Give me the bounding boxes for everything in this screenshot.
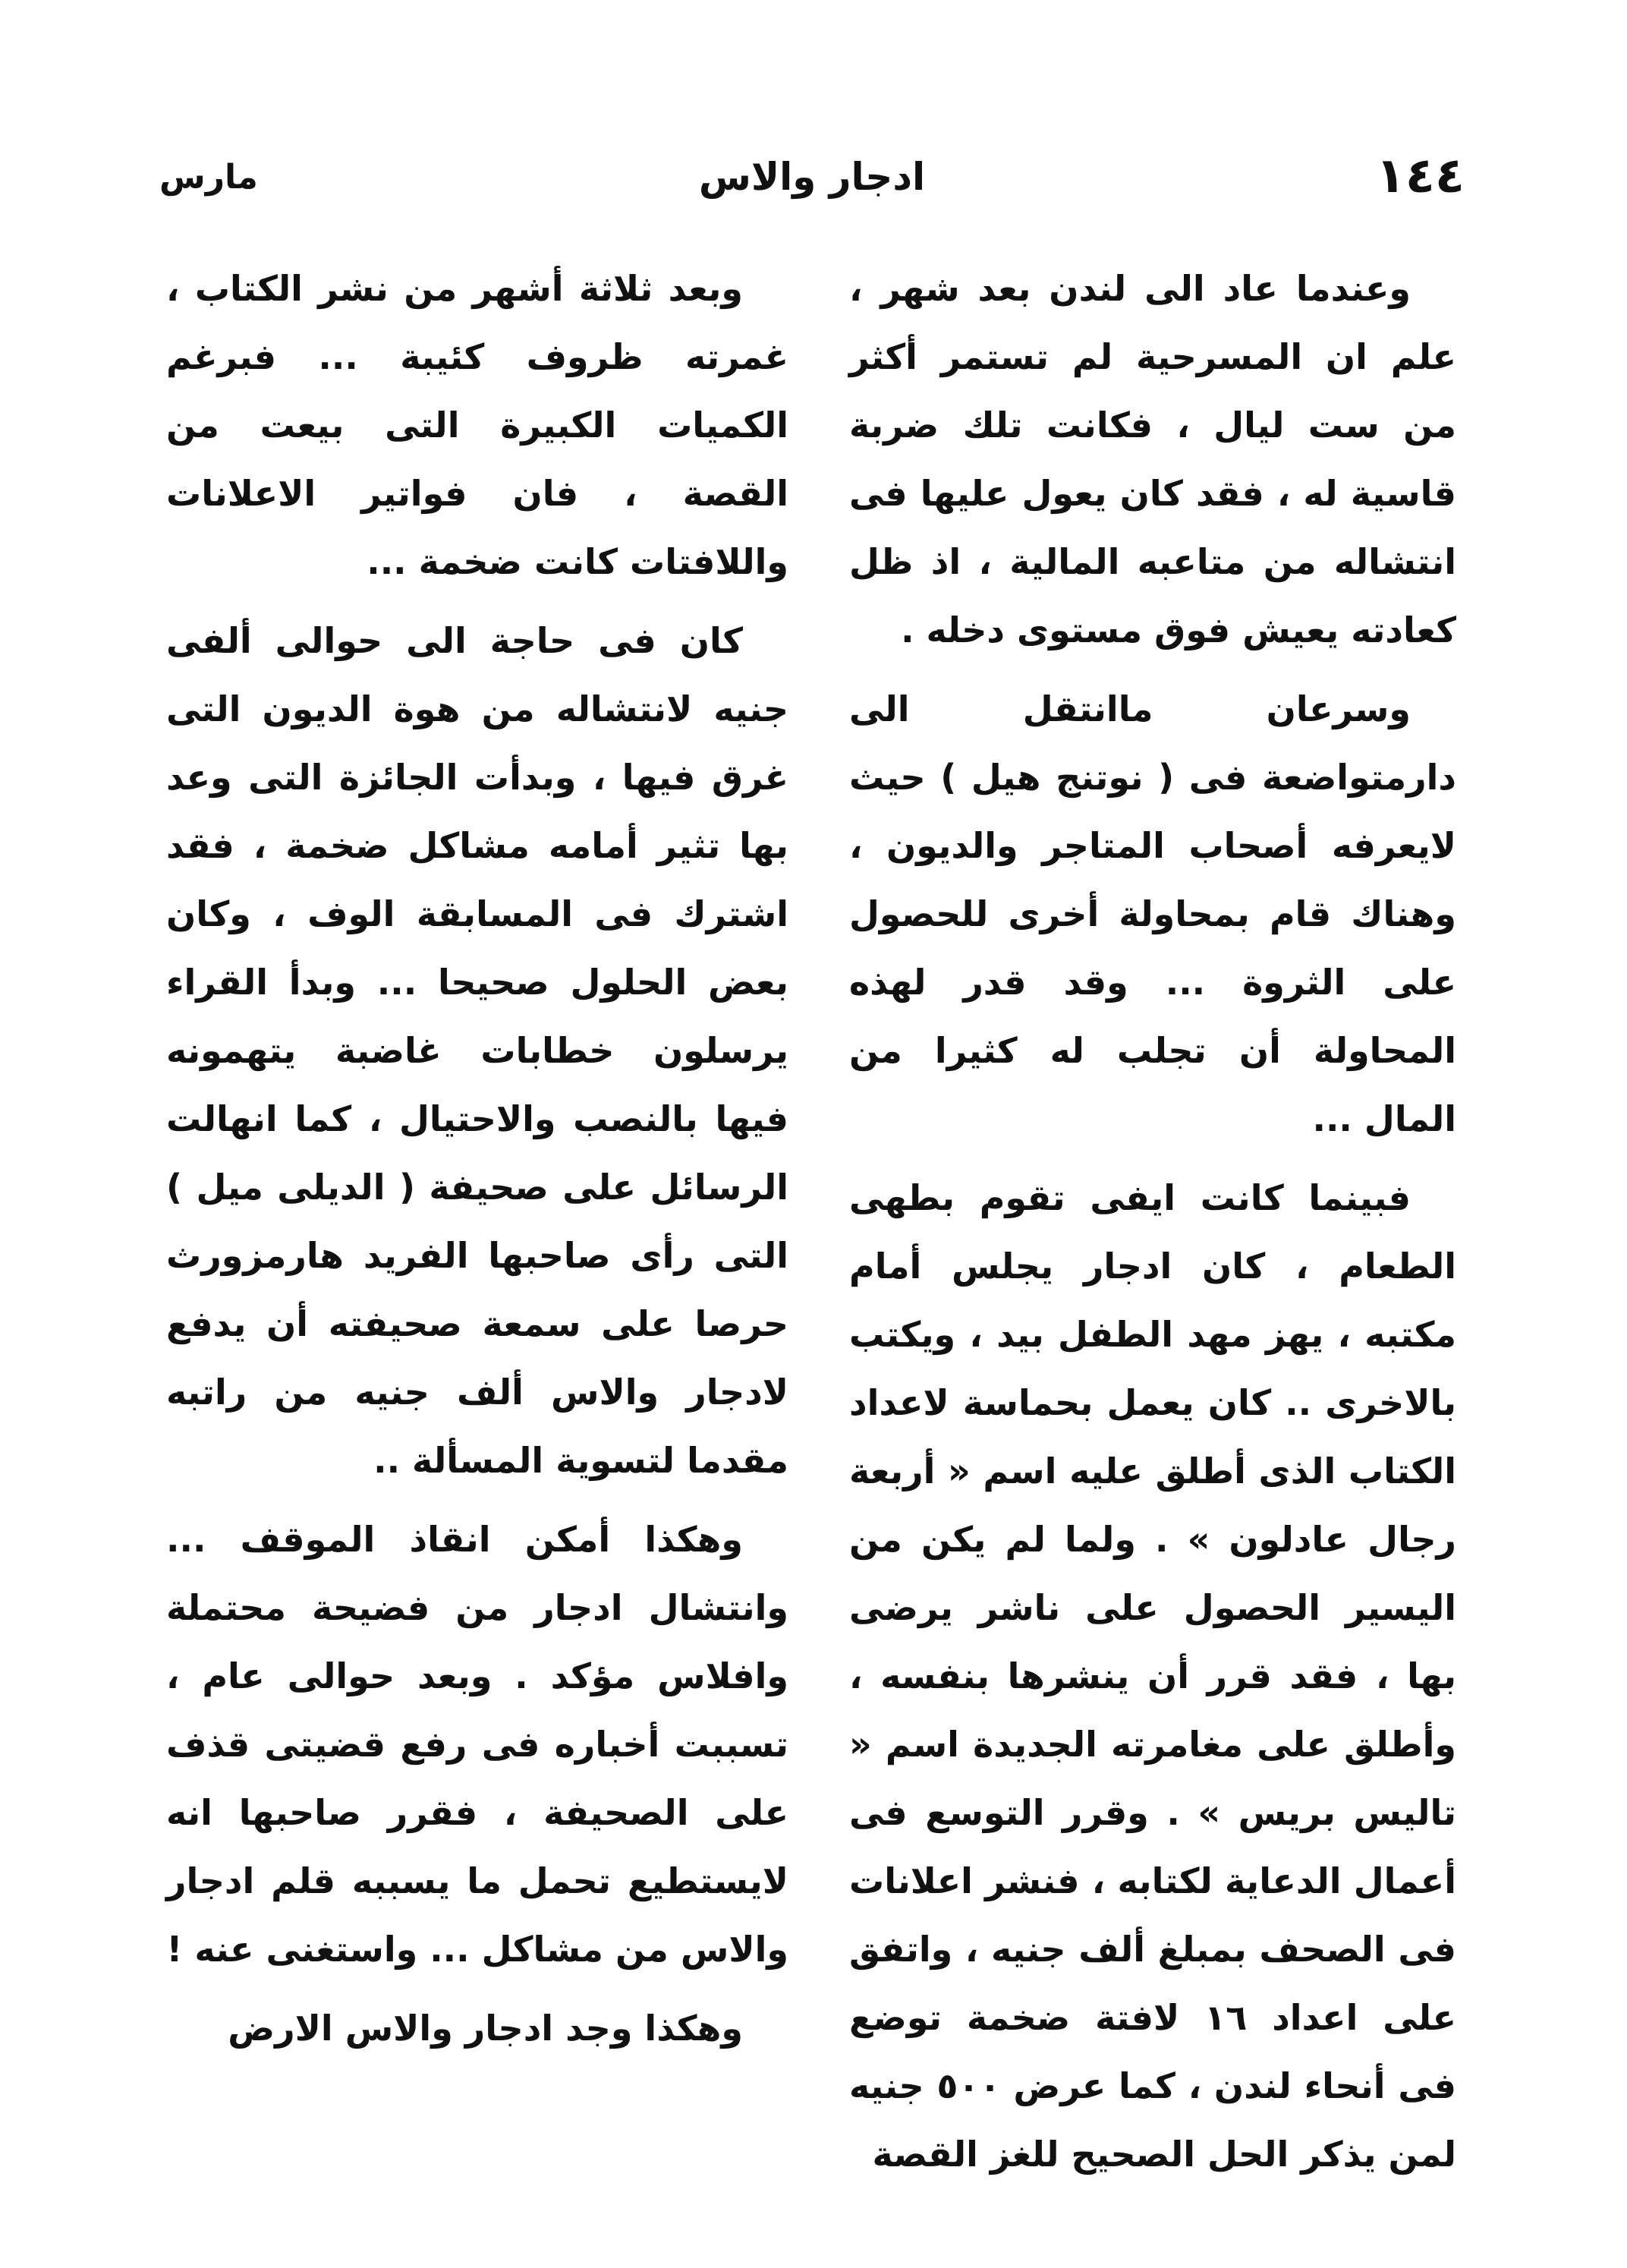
page-number: ١٤٤ [1375,148,1465,204]
paragraph: كان فى حاجة الى حوالى ألفى جنيه لانتشاله من هوة الديون التى غرق فيها ، وبدأت الجائزة التى وعد بها تثير أمامه مشاكل ضخمة ، فقد اشترك فى المسابقة الوف ، وكان بعض الحلول صحيحا ... وبدأ القراء يرسلون خطابات غاضبة يتهمونه فيها بالنصب والاحتيال ، كما انهالت الرسائل على صحيفة ( الديلى ميل ) التى رأى صاحبها الفريد هارمزورث حرصا على سمعة صحيفته أن يدفع لادجار والاس ألف جنيه من راتبه مقدما لتسوية المسألة .. [166,620,788,1481]
paragraph: وسرعان ماانتقل الى دارمتواضعة فى ( نوتنج هيل ) حيث لايعرفه أصحاب المتاجر والديون ، وهناك قام بمحاولة أخرى للحصول على الثروة ... وقد قدر لهذه المحاولة أن تجلب له كثيرا من المال ... [849,688,1456,1139]
right-text-column [849,254,1456,2199]
running-title: ادجار والاس [698,155,926,199]
paragraph: وعندما عاد الى لندن بعد شهر ، علم ان المسرحية لم تستمر أكثر من ست ليال ، فكانت تلك ضربة قاسية له ، فقد كان يعول عليها فى انتشاله من متاعبه المالية ، اذ ظل كعادته يعيش فوق مستوى دخله . [849,268,1456,650]
paragraph: وبعد ثلاثة أشهر من نشر الكتاب ، غمرته ظروف كئيبة ... فبرغم الكميات الكبيرة التى بيعت من القصة ، فان فواتير الاعلانات واللافتات كانت ضخمة ... [166,268,788,582]
page-header [159,146,1465,214]
left-text-column [166,254,788,2073]
month-label: مارس [159,158,258,197]
paragraph: وهكذا أمكن انقاذ الموقف ... وانتشال ادجار من فضيحة محتملة وافلاس مؤكد . وبعد حوالى عام ، تسببت أخباره فى رفع قضيتى قذف على الصحيفة ، فقرر صاحبها انه لايستطيع تحمل ما يسببه قلم ادجار والاس من مشاكل ... واستغنى عنه ! [166,1519,788,1970]
paragraph: فبينما كانت ايفى تقوم بطهى الطعام ، كان ادجار يجلس أمام مكتبه ، يهز مهد الطفل بيد ، ويكتب بالاخرى .. كان يعمل بحماسة لاعداد الكتاب الذى أطلق عليه اسم « أربعة رجال عادلون » . ولما لم يكن من اليسير الحصول على ناشر يرضى بها ، فقد قرر أن ينشرها بنفسه ، وأطلق على مغامرته الجديدة اسم « تاليس بريس » . وقرر التوسع فى أعمال الدعاية لكتابه ، فنشر اعلانات فى الصحف بمبلغ ألف جنيه ، واتفق على اعداد ١٦ لافتة ضخمة توضع فى أنحاء لندن ، كما عرض ٥٠٠ جنيه لمن يذكر الحل الصحيح للغز القصة [849,1177,1456,2175]
paragraph: وهكذا وجد ادجار والاس الارض [228,2008,743,2049]
